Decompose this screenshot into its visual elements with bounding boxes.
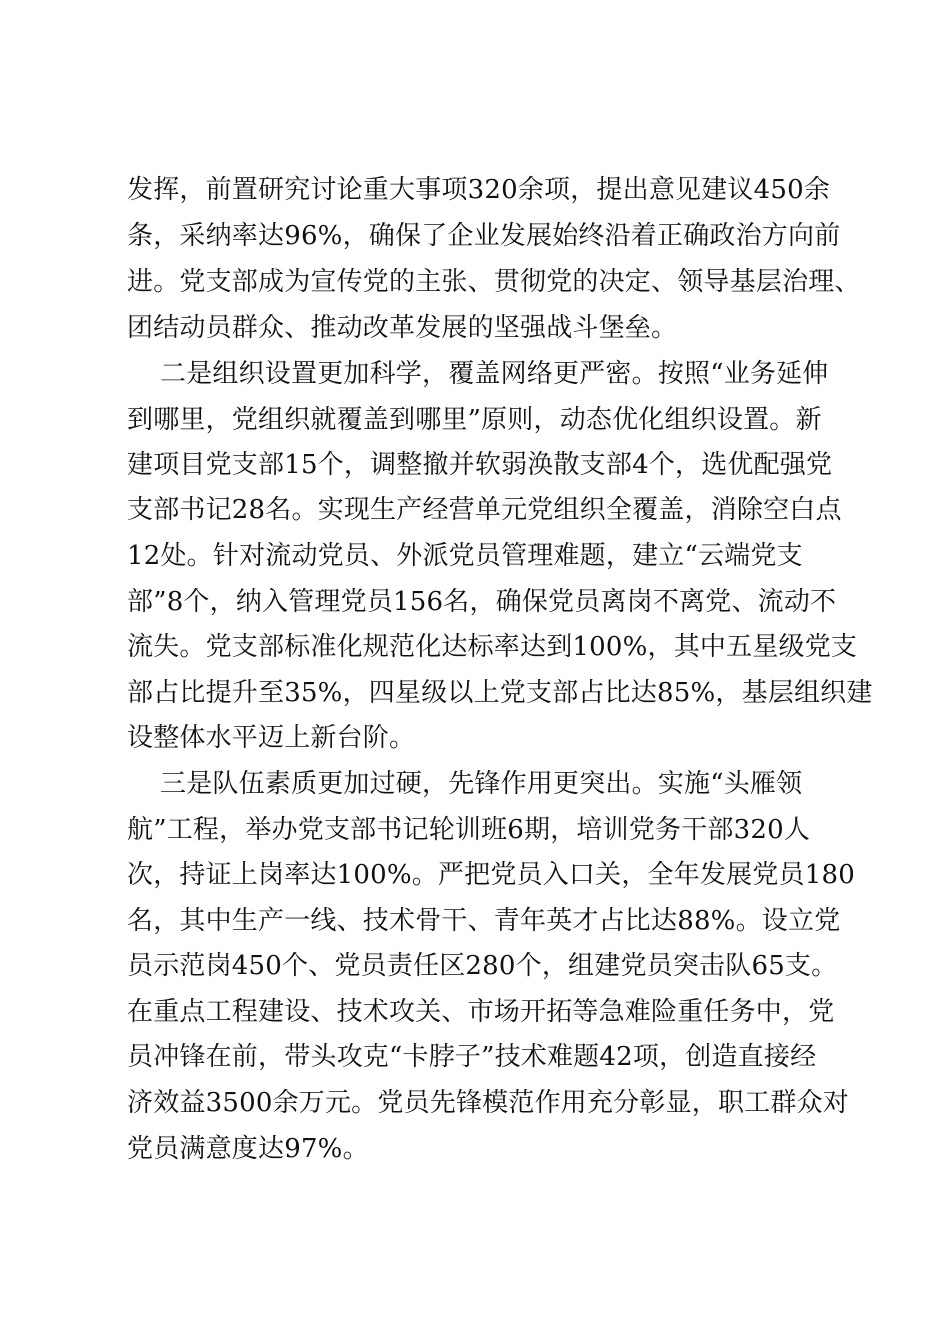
text-line: 条，采纳率达96%，确保了企业发展始终沿着正确政治方向前 [127,221,841,251]
text-line: 进。党支部成为宣传党的主张、贯彻党的决定、领导基层治理、 [127,267,861,297]
text-line: 航”工程，举办党支部书记轮训班6期，培训党务干部320人 [127,815,811,845]
text-line: 党员满意度达97%。 [127,1134,369,1164]
text-line: 在重点工程建设、技术攻关、市场开拓等急难险重任务中，党 [127,997,835,1027]
text-line: 支部书记28名。实现生产经营单元党组织全覆盖，消除空白点 [127,495,842,525]
text-line: 员示范岗450个、党员责任区280个，组建党员突击队65支。 [127,951,838,981]
text-line: 建项目党支部15个，调整撤并软弱涣散支部4个，选优配强党 [127,450,833,480]
text-line: 济效益3500余万元。党员先锋模范作用充分彰显，职工群众对 [127,1088,849,1118]
text-line: 12处。针对流动党员、外派党员管理难题，建立“云端党支 [127,541,803,571]
text-line: 名，其中生产一线、技术骨干、青年英才占比达88%。设立党 [127,906,841,936]
text-line: 员冲锋在前，带头攻克“卡脖子”技术难题42项，创造直接经 [127,1042,817,1072]
text-line: 部”8个，纳入管理党员156名，确保党员离岗不离党、流动不 [127,587,837,617]
text-line: 团结动员群众、推动改革发展的坚强战斗堡垒。 [127,313,678,343]
paragraph-start-line: 三是队伍素质更加过硬，先锋作用更突出。实施“头雁领 [160,769,803,799]
paragraph-start-line: 二是组织设置更加科学，覆盖网络更严密。按照“业务延伸 [160,359,829,389]
text-line: 发挥，前置研究讨论重大事项320余项，提出意见建议450余 [127,175,831,205]
text-line: 设整体水平迈上新台阶。 [127,723,416,753]
text-line: 部占比提升至35%，四星级以上党支部占比达85%，基层组织建 [127,678,873,708]
text-line: 流失。党支部标准化规范化达标率达到100%，其中五星级党支 [127,632,858,662]
text-line: 次，持证上岗率达100%。严把党员入口关，全年发展党员180 [127,860,855,890]
text-line: 到哪里，党组织就覆盖到哪里”原则，动态优化组织设置。新 [127,405,822,435]
